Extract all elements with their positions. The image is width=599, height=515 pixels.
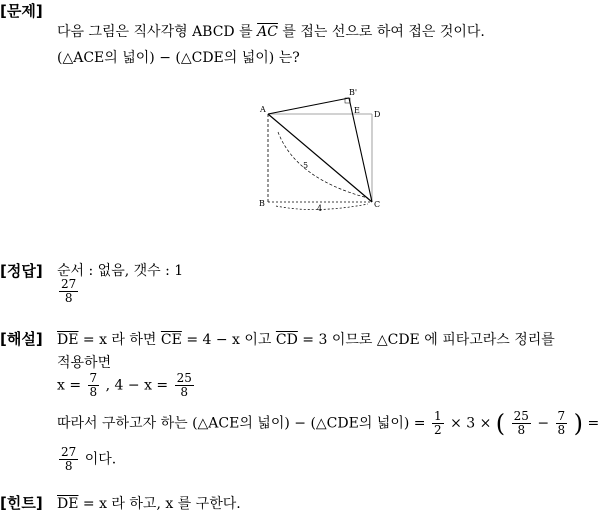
point-b-label: B [259,199,265,208]
point-a-label: A [260,105,266,114]
answer-value [57,278,80,305]
answer-fraction: $\frac{27}{8}$ [61,277,77,305]
arc-5 [278,132,368,198]
paren-fraction-2: $\frac{7}{8}$ [557,409,566,437]
solution-line-5: $\frac{27}{8}$ 이다. [61,445,117,473]
diagonal-ac [268,114,372,202]
four-minus-x-fraction: $\frac{25}{8}$ [176,371,192,399]
segment-de: $\overline{DE}$ [57,332,79,348]
problem-line-2: (△ACE의 넓이) − (△CDE의 넓이) 는? [57,50,300,66]
point-d-label: D [374,110,381,119]
rectangle-fold-figure [256,84,386,214]
hint-label: [힌트] [0,494,43,512]
segment-ac: $\overline{AC}$ [257,24,278,40]
hint-segment-de: $\overline{DE}$ [57,496,79,512]
x-fraction: $\frac{7}{8}$ [89,371,98,399]
problem-label: [문제] [0,2,43,20]
hint-line: $\overline{DE} = x$ 라 하고, x 를 구한다. [57,496,241,512]
solution-line-1: $\overline{DE} = x$ 라 하면 $\overline{CE} = 4 - x$ 이고 $\overline{CD} = 3$ 이므로 △CDE 에 피타고라스 정리를 [57,332,555,348]
length-5-label: 5 [303,161,309,170]
point-b-prime-label: B' [349,88,358,97]
edge-b-prime-c [349,98,372,202]
solution-line-2: 적용하면 [57,355,112,371]
point-c-label: C [374,200,381,209]
segment-cd: $\overline{CD}$ [275,332,298,348]
answer-label: [정답] [0,262,43,280]
result-fraction: $\frac{27}{8}$ [61,445,77,473]
problem-text: 다음 그림은 직사각형 ABCD 를 [57,24,253,40]
problem-line-1 [57,23,485,41]
segment-ce: $\overline{CE}$ [160,332,182,348]
length-4-label: 4 [317,204,323,213]
paren-fraction-1: $\frac{25}{8}$ [513,409,529,437]
point-e-label: E [354,106,360,115]
half-fraction: $\frac{1}{2}$ [433,409,442,437]
solution-line-3: x = $\frac{7}{8}$ , 4 − x = $\frac{25}{8}$ [57,371,192,399]
solution-line-4: 따라서 구하고자 하는 (△ACE의 넓이) − (△CDE의 넓이) = $\frac{1}{2}$ × 3 × ( $\frac{25}{8}$ − $\frac{7}{8}$ ) = [57,409,599,438]
problem-text-2: 를 접는 선으로 하여 접은 것이다. [282,24,485,40]
answer-meta: 순서 : 없음, 갯수 : 1 [57,263,184,279]
edge-ab-prime [268,98,349,114]
solution-label: [해설] [0,330,43,348]
